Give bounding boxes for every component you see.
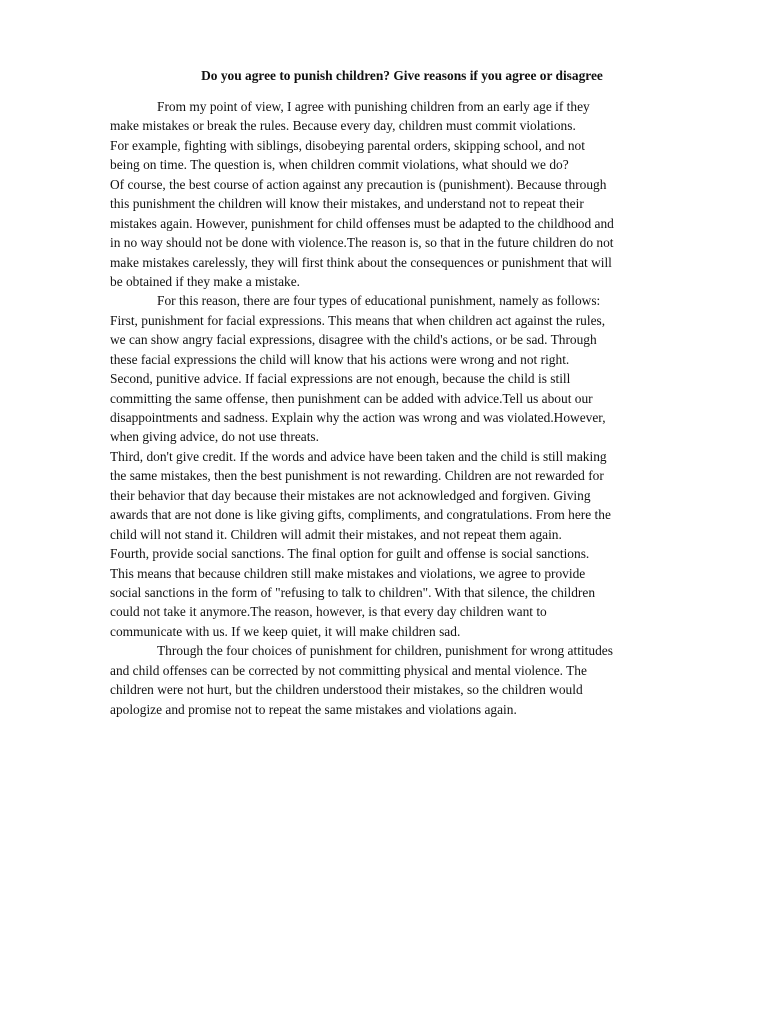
- text-line: we can show angry facial expressions, disagree with the child's actions, or be sad. Through: [110, 332, 597, 348]
- text-line: this punishment the children will know their mistakes, and understand not to repeat their: [110, 196, 584, 212]
- text-line: awards that are not done is like giving gifts, compliments, and congratulations. From here the: [110, 507, 611, 523]
- text-line: apologize and promise not to repeat the same mistakes and violations again.: [110, 701, 517, 717]
- text-line: Third, don't give credit. If the words and advice have been taken and the child is still making: [110, 448, 607, 464]
- text-line: mistakes again. However, punishment for child offenses must be adapted to the childhood and: [110, 215, 614, 231]
- text-line: could not take it anymore.The reason, however, is that every day children want to: [110, 604, 547, 620]
- text-line: First, punishment for facial expressions. This means that when children act against the rules,: [110, 312, 606, 328]
- text-line: Fourth, provide social sanctions. The final option for guilt and offense is social sanctions.: [110, 546, 590, 562]
- text-line: social sanctions in the form of "refusing to talk to children". With that silence, the children: [110, 584, 596, 600]
- text-line: when giving advice, do not use threats.: [110, 429, 319, 445]
- text-line: communicate with us. If we keep quiet, it will make children sad.: [110, 623, 461, 639]
- text-line: child will not stand it. Children will admit their mistakes, and not repeat them again.: [110, 526, 562, 542]
- text-line: Second, punitive advice. If facial expressions are not enough, because the child is still: [110, 371, 571, 387]
- document-title: Do you agree to punish children? Give reasons if you agree or disagree: [201, 68, 603, 83]
- text-line: For this reason, there are four types of educational punishment, namely as follows:: [157, 293, 601, 309]
- text-line: children were not hurt, but the children understood their mistakes, so the children would: [110, 682, 583, 698]
- text-line: Through the four choices of punishment for children, punishment for wrong attitudes: [157, 643, 613, 659]
- text-line: being on time. The question is, when children commit violations, what should we do?: [110, 157, 569, 173]
- text-line: make mistakes carelessly, they will first think about the consequences or punishment that will: [110, 254, 612, 270]
- text-line: From my point of view, I agree with punishing children from an early age if they: [157, 99, 590, 114]
- document-body: [110, 97, 700, 719]
- text-line: disappointments and sadness. Explain why the action was wrong and was violated.However,: [110, 410, 606, 425]
- text-line: be obtained if they make a mistake.: [110, 273, 301, 289]
- text-line: make mistakes or break the rules. Because every day, children must commit violations.: [110, 118, 576, 134]
- text-line: these facial expressions the child will know that his actions were wrong and not right.: [110, 351, 570, 367]
- text-line: in no way should not be done with violence.The reason is, so that in the future children do not: [110, 235, 614, 251]
- text-line: and child offenses can be corrected by not committing physical and mental violence. The: [110, 662, 587, 678]
- text-line: the same mistakes, then the best punishment is not rewarding. Children are not rewarded for: [110, 468, 604, 484]
- text-line: This means that because children still make mistakes and violations, we agree to provide: [110, 565, 586, 581]
- text-line: their behavior that day because their mistakes are not acknowledged and forgiven. Giving: [110, 487, 591, 503]
- text-line: committing the same offense, then punishment can be added with advice.Tell us about our: [110, 390, 593, 406]
- text-line: Of course, the best course of action against any precaution is (punishment). Because through: [110, 176, 607, 192]
- text-line: For example, fighting with siblings, disobeying parental orders, skipping school, and not: [110, 137, 585, 153]
